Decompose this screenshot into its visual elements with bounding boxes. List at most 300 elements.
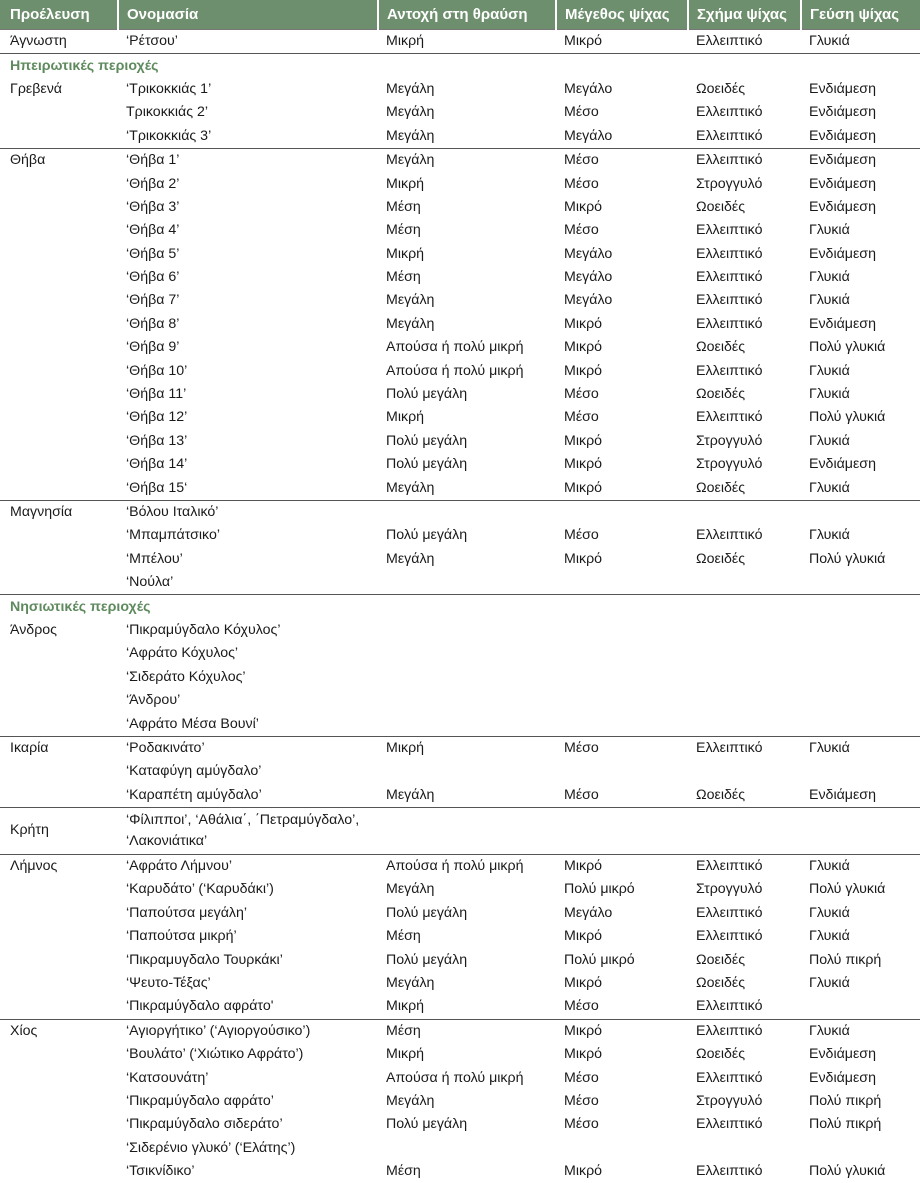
cell-kernel-taste: Γλυκιά [801, 266, 920, 289]
cell-kernel-shape: Ελλειπτικό [688, 854, 801, 878]
cell-origin [0, 760, 118, 783]
cell-origin [0, 476, 118, 500]
table-row [0, 902, 920, 925]
cell-kernel-shape: Στρογγυλό [688, 430, 801, 453]
cell-origin [0, 642, 118, 665]
cell-kernel-taste: Γλυκιά [801, 925, 920, 948]
cell-name: ‘Βόλου Ιταλικό’ [118, 500, 378, 524]
cell-name: ‘Φίλιπποι’, ‘Αθάλια΄, ΄Πετραμύγδαλο’, ‘Λακονιάτικα’ [118, 807, 378, 854]
cell-kernel-size: Μέσο [556, 172, 688, 195]
cell-kernel-shape [688, 642, 801, 665]
cell-origin: Μαγνησία [0, 500, 118, 524]
cell-kernel-shape: Ωοειδές [688, 196, 801, 219]
table-row [0, 1066, 920, 1089]
cell-kernel-shape: Ελλειπτικό [688, 313, 801, 336]
cell-kernel-taste: Ενδιάμεση [801, 1043, 920, 1066]
cell-origin [0, 359, 118, 382]
cell-kernel-size: Μεγάλο [556, 289, 688, 312]
cell-kernel-taste: Ενδιάμεση [801, 125, 920, 149]
cell-name: ‘Βουλάτο’ (‘Χιώτικο Αφράτο’) [118, 1043, 378, 1066]
cell-shell-strength: Μεγάλη [378, 476, 556, 500]
cell-kernel-shape: Ελλειπτικό [688, 406, 801, 429]
cell-origin [0, 784, 118, 808]
table-row [0, 1043, 920, 1066]
cell-origin [0, 878, 118, 901]
cell-name: ‘Θήβα 9’ [118, 336, 378, 359]
cell-origin [0, 689, 118, 712]
cell-name: ‘Θήβα 6’ [118, 266, 378, 289]
cell-origin: Χίος [0, 1019, 118, 1043]
table-row [0, 196, 920, 219]
cell-name: ‘Θήβα 11’ [118, 383, 378, 406]
cell-kernel-shape: Ωοειδές [688, 383, 801, 406]
cell-kernel-taste: Ενδιάμεση [801, 1066, 920, 1089]
cell-kernel-size: Μέσο [556, 524, 688, 547]
cell-origin [0, 289, 118, 312]
cell-name: ‘Πικραμυγδαλο Τουρκάκι’ [118, 948, 378, 971]
cell-origin: Άγνωστη [0, 30, 118, 54]
table-row [0, 1137, 920, 1160]
cell-kernel-size: Μέσο [556, 736, 688, 760]
cell-kernel-taste: Πολύ γλυκιά [801, 336, 920, 359]
cell-name: Τρικοκκιάς 2’ [118, 101, 378, 124]
cell-kernel-shape [688, 689, 801, 712]
cell-kernel-size: Μέσο [556, 219, 688, 242]
cell-shell-strength: Μεγάλη [378, 972, 556, 995]
cell-shell-strength: Πολύ μεγάλη [378, 453, 556, 476]
cell-kernel-shape [688, 500, 801, 524]
cell-kernel-shape: Ελλειπτικό [688, 1113, 801, 1136]
cell-kernel-shape [688, 619, 801, 642]
cell-shell-strength [378, 1137, 556, 1160]
cell-kernel-size: Μικρό [556, 336, 688, 359]
cell-kernel-taste [801, 689, 920, 712]
table-row [0, 430, 920, 453]
cell-kernel-shape: Ωοειδές [688, 78, 801, 101]
cell-name: ‘Άνδρου’ [118, 689, 378, 712]
cell-name: ‘Θήβα 5’ [118, 243, 378, 266]
cell-kernel-size [556, 807, 688, 854]
cell-shell-strength: Πολύ μεγάλη [378, 1113, 556, 1136]
header-name: Ονομασία [118, 0, 378, 30]
table-row [0, 712, 920, 736]
cell-kernel-size: Μεγάλο [556, 902, 688, 925]
cell-kernel-shape: Ελλειπτικό [688, 902, 801, 925]
cell-shell-strength [378, 712, 556, 736]
cell-name: ‘Αγιοργήτικο’ (‘Αγιοργούσικο’) [118, 1019, 378, 1043]
table-row [0, 760, 920, 783]
table-row [0, 336, 920, 359]
table-row [0, 619, 920, 642]
cell-kernel-taste: Γλυκιά [801, 854, 920, 878]
cell-kernel-size: Μεγάλο [556, 78, 688, 101]
cell-kernel-taste: Γλυκιά [801, 736, 920, 760]
cell-kernel-shape: Ελλειπτικό [688, 1066, 801, 1089]
cell-kernel-size: Μικρό [556, 548, 688, 571]
cell-kernel-size: Μέσο [556, 101, 688, 124]
table-row [0, 736, 920, 760]
table-row [0, 1113, 920, 1136]
cell-kernel-shape: Ελλειπτικό [688, 1160, 801, 1183]
cell-kernel-taste: Ενδιάμεση [801, 101, 920, 124]
cell-shell-strength: Μεγάλη [378, 78, 556, 101]
cell-shell-strength: Μικρή [378, 30, 556, 54]
cell-origin [0, 430, 118, 453]
cell-origin [0, 1090, 118, 1113]
cell-kernel-shape [688, 666, 801, 689]
cell-shell-strength: Πολύ μεγάλη [378, 902, 556, 925]
table-row [0, 172, 920, 195]
cell-shell-strength: Μεγάλη [378, 148, 556, 172]
cell-shell-strength: Μικρή [378, 1043, 556, 1066]
header-row [0, 0, 920, 30]
cell-shell-strength: Πολύ μεγάλη [378, 383, 556, 406]
cell-shell-strength [378, 571, 556, 595]
table-row [0, 406, 920, 429]
cell-kernel-taste: Γλυκιά [801, 430, 920, 453]
cell-name: ‘Σιδεράτο Κόχυλος’ [118, 666, 378, 689]
cell-shell-strength [378, 689, 556, 712]
cell-kernel-size: Μικρό [556, 1160, 688, 1183]
section-row [0, 595, 920, 619]
cell-kernel-taste: Πολύ γλυκιά [801, 548, 920, 571]
cell-name: ‘Μπέλου’ [118, 548, 378, 571]
cell-kernel-taste [801, 619, 920, 642]
section-label: Ηπειρωτικές περιοχές [0, 54, 920, 78]
cell-kernel-taste: Ενδιάμεση [801, 78, 920, 101]
cell-origin [0, 196, 118, 219]
cell-shell-strength [378, 642, 556, 665]
cell-shell-strength: Μικρή [378, 995, 556, 1019]
cell-kernel-size: Μικρό [556, 1019, 688, 1043]
cell-kernel-taste [801, 760, 920, 783]
cell-shell-strength: Μέση [378, 1019, 556, 1043]
cell-shell-strength [378, 807, 556, 854]
table-row [0, 784, 920, 808]
cell-shell-strength: Μεγάλη [378, 289, 556, 312]
cell-kernel-size: Μέσο [556, 1113, 688, 1136]
cell-origin [0, 125, 118, 149]
cell-kernel-size [556, 666, 688, 689]
cell-shell-strength [378, 500, 556, 524]
table-row [0, 666, 920, 689]
cell-kernel-taste [801, 571, 920, 595]
cell-kernel-size: Μέσο [556, 995, 688, 1019]
header-origin: Προέλευση [0, 0, 118, 30]
cell-name: ‘Θήβα 14’ [118, 453, 378, 476]
cell-name: ‘Τρικοκκιάς 3’ [118, 125, 378, 149]
cell-kernel-taste [801, 995, 920, 1019]
cell-kernel-taste: Πολύ γλυκιά [801, 406, 920, 429]
cell-kernel-shape: Στρογγυλό [688, 1090, 801, 1113]
table-row [0, 266, 920, 289]
cell-kernel-taste [801, 666, 920, 689]
cell-origin [0, 243, 118, 266]
table-row [0, 243, 920, 266]
cell-kernel-size [556, 619, 688, 642]
cell-kernel-shape: Ελλειπτικό [688, 359, 801, 382]
table-row [0, 642, 920, 665]
cell-origin [0, 902, 118, 925]
cell-shell-strength: Μέση [378, 266, 556, 289]
cell-kernel-size [556, 1137, 688, 1160]
table-row [0, 571, 920, 595]
cell-origin [0, 313, 118, 336]
cell-kernel-size [556, 689, 688, 712]
cell-kernel-taste: Γλυκιά [801, 476, 920, 500]
cell-kernel-taste [801, 642, 920, 665]
table-row [0, 1090, 920, 1113]
cell-kernel-size [556, 760, 688, 783]
cell-name: ‘Θήβα 7’ [118, 289, 378, 312]
cell-kernel-size: Μικρό [556, 972, 688, 995]
table-body [0, 30, 920, 1183]
cell-name: ‘Θήβα 12’ [118, 406, 378, 429]
cell-origin: Γρεβενά [0, 78, 118, 101]
table-row [0, 148, 920, 172]
cell-kernel-size [556, 500, 688, 524]
cell-kernel-shape: Ελλειπτικό [688, 125, 801, 149]
cell-kernel-size [556, 712, 688, 736]
cell-kernel-shape: Ωοειδές [688, 784, 801, 808]
cell-kernel-taste: Γλυκιά [801, 359, 920, 382]
table-row [0, 476, 920, 500]
cell-shell-strength: Μικρή [378, 243, 556, 266]
cell-kernel-taste: Πολύ γλυκιά [801, 878, 920, 901]
cell-kernel-size: Μέσο [556, 1090, 688, 1113]
cell-kernel-taste: Ενδιάμεση [801, 313, 920, 336]
cell-shell-strength: Μικρή [378, 736, 556, 760]
cell-kernel-taste: Γλυκιά [801, 383, 920, 406]
cell-kernel-shape: Ωοειδές [688, 1043, 801, 1066]
cell-shell-strength [378, 760, 556, 783]
cell-kernel-shape: Ελλειπτικό [688, 101, 801, 124]
cell-kernel-taste: Ενδιάμεση [801, 172, 920, 195]
cell-shell-strength: Πολύ μεγάλη [378, 524, 556, 547]
cell-kernel-taste: Γλυκιά [801, 1019, 920, 1043]
cell-kernel-shape: Ελλειπτικό [688, 524, 801, 547]
table-row [0, 101, 920, 124]
cell-origin [0, 1066, 118, 1089]
cell-kernel-shape [688, 571, 801, 595]
cell-kernel-taste: Πολύ πικρή [801, 1090, 920, 1113]
cell-kernel-shape [688, 1137, 801, 1160]
cell-kernel-shape [688, 760, 801, 783]
header-kernel-shape: Σχήμα ψίχας [688, 0, 801, 30]
cell-origin: Λήμνος [0, 854, 118, 878]
cell-kernel-size: Μικρό [556, 925, 688, 948]
cell-kernel-size [556, 571, 688, 595]
cell-kernel-taste: Ενδιάμεση [801, 784, 920, 808]
cell-kernel-taste: Γλυκιά [801, 219, 920, 242]
cell-kernel-size: Μικρό [556, 476, 688, 500]
cell-origin [0, 1137, 118, 1160]
cell-name: ‘Τσικνίδικο’ [118, 1160, 378, 1183]
cell-kernel-shape [688, 712, 801, 736]
cell-kernel-taste: Γλυκιά [801, 30, 920, 54]
cell-kernel-shape: Ελλειπτικό [688, 995, 801, 1019]
header-kernel-taste: Γεύση ψίχας [801, 0, 920, 30]
cell-shell-strength: Μέση [378, 196, 556, 219]
cell-origin: Θήβα [0, 148, 118, 172]
cell-name: ‘Πικραμύγδαλο αφράτο' [118, 995, 378, 1019]
cell-kernel-shape: Ωοειδές [688, 548, 801, 571]
cell-shell-strength: Μεγάλη [378, 125, 556, 149]
table-row [0, 854, 920, 878]
cell-name: ‘Αφράτο Λήμνου’ [118, 854, 378, 878]
cell-kernel-shape: Ελλειπτικό [688, 266, 801, 289]
cell-kernel-size: Μικρό [556, 30, 688, 54]
cell-kernel-size: Πολύ μικρό [556, 948, 688, 971]
cell-kernel-shape: Ωοειδές [688, 336, 801, 359]
cell-shell-strength: Πολύ μεγάλη [378, 430, 556, 453]
cell-origin [0, 972, 118, 995]
cell-kernel-taste: Γλυκιά [801, 902, 920, 925]
cell-name: ‘Ψευτο-Τέξας’ [118, 972, 378, 995]
cell-kernel-taste: Πολύ πικρή [801, 1113, 920, 1136]
cell-name: ‘Παπούτσα μικρή’ [118, 925, 378, 948]
table-row [0, 383, 920, 406]
cell-kernel-taste: Γλυκιά [801, 524, 920, 547]
cell-name: ‘Θήβα 4’ [118, 219, 378, 242]
cell-name: ‘Σιδερένιο γλυκό’ (‘Ελάτης’) [118, 1137, 378, 1160]
cell-origin [0, 406, 118, 429]
table-row [0, 359, 920, 382]
cell-kernel-size: Μέσο [556, 1066, 688, 1089]
cell-kernel-shape: Ωοειδές [688, 972, 801, 995]
cell-kernel-taste [801, 1137, 920, 1160]
table-row [0, 1019, 920, 1043]
cell-shell-strength: Μεγάλη [378, 1090, 556, 1113]
cell-origin [0, 383, 118, 406]
cell-kernel-size: Μικρό [556, 453, 688, 476]
cell-kernel-shape: Ελλειπτικό [688, 30, 801, 54]
cell-kernel-taste: Πολύ γλυκιά [801, 1160, 920, 1183]
cell-origin [0, 571, 118, 595]
cell-name: ‘Καρυδάτο’ (‘Καρυδάκι’) [118, 878, 378, 901]
cell-kernel-taste: Γλυκιά [801, 289, 920, 312]
cell-kernel-size: Μέσο [556, 148, 688, 172]
cell-origin [0, 453, 118, 476]
cell-name: ‘Τρικοκκιάς 1’ [118, 78, 378, 101]
cell-shell-strength [378, 619, 556, 642]
cell-shell-strength: Μεγάλη [378, 784, 556, 808]
cell-shell-strength: Μικρή [378, 172, 556, 195]
cell-shell-strength: Απούσα ή πολύ μικρή [378, 1066, 556, 1089]
cell-origin [0, 101, 118, 124]
cell-kernel-size: Μικρό [556, 196, 688, 219]
table-row [0, 807, 920, 854]
cell-kernel-shape: Ελλειπτικό [688, 243, 801, 266]
cell-name: ‘Θήβα 8’ [118, 313, 378, 336]
table-row [0, 313, 920, 336]
cell-origin: Άνδρος [0, 619, 118, 642]
cell-shell-strength: Απούσα ή πολύ μικρή [378, 359, 556, 382]
cell-origin [0, 1043, 118, 1066]
cell-kernel-size: Μικρό [556, 359, 688, 382]
cell-name: ‘Μπαμπάτσικο’ [118, 524, 378, 547]
table-row [0, 453, 920, 476]
cell-shell-strength: Μεγάλη [378, 101, 556, 124]
table-row [0, 524, 920, 547]
table-row [0, 548, 920, 571]
cell-kernel-size: Μέσο [556, 383, 688, 406]
table-row [0, 289, 920, 312]
cell-name: ‘Αφράτο Μέσα Βουνί’ [118, 712, 378, 736]
table-row [0, 1160, 920, 1183]
cell-kernel-shape [688, 807, 801, 854]
cell-kernel-shape: Ελλειπτικό [688, 148, 801, 172]
cell-origin [0, 266, 118, 289]
cell-kernel-shape: Ελλειπτικό [688, 736, 801, 760]
cell-origin [0, 336, 118, 359]
cell-kernel-shape: Ωοειδές [688, 476, 801, 500]
header-shell-strength: Αντοχή στη θραύση [378, 0, 556, 30]
cell-kernel-shape: Ελλειπτικό [688, 925, 801, 948]
cell-kernel-taste [801, 712, 920, 736]
cell-kernel-taste [801, 500, 920, 524]
cell-name: ‘Καταφύγη αμύγδαλο’ [118, 760, 378, 783]
cell-kernel-taste: Γλυκιά [801, 972, 920, 995]
cell-kernel-size: Μικρό [556, 1043, 688, 1066]
cell-kernel-shape: Ελλειπτικό [688, 289, 801, 312]
cell-kernel-shape: Στρογγυλό [688, 172, 801, 195]
cell-kernel-shape: Στρογγυλό [688, 878, 801, 901]
cell-name: ‘Νούλα’ [118, 571, 378, 595]
cell-name: ‘Θήβα 1’ [118, 148, 378, 172]
cell-name: ‘Πικραμύγδαλο σιδεράτο’ [118, 1113, 378, 1136]
table-row [0, 125, 920, 149]
header-kernel-size: Μέγεθος ψίχας [556, 0, 688, 30]
cell-shell-strength: Μεγάλη [378, 313, 556, 336]
cell-shell-strength: Μικρή [378, 406, 556, 429]
cell-name: ‘Ρέτσου’ [118, 30, 378, 54]
table-row [0, 925, 920, 948]
cell-name: ‘Θήβα 3’ [118, 196, 378, 219]
cell-kernel-taste: Ενδιάμεση [801, 453, 920, 476]
cell-origin: Κρήτη [0, 807, 118, 854]
table-row [0, 219, 920, 242]
cell-origin [0, 948, 118, 971]
cell-origin [0, 712, 118, 736]
cell-kernel-shape: Ελλειπτικό [688, 219, 801, 242]
cell-kernel-size: Μέσο [556, 784, 688, 808]
cell-kernel-size: Πολύ μικρό [556, 878, 688, 901]
cell-kernel-size [556, 642, 688, 665]
cell-name: ‘Κατσουνάτη’ [118, 1066, 378, 1089]
cell-kernel-size: Μικρό [556, 313, 688, 336]
table-row [0, 689, 920, 712]
cell-shell-strength: Μέση [378, 1160, 556, 1183]
cell-origin [0, 219, 118, 242]
cell-kernel-shape: Ωοειδές [688, 948, 801, 971]
table-row [0, 972, 920, 995]
cell-name: ‘Πικραμύγδαλο αφράτο’ [118, 1090, 378, 1113]
table-row [0, 878, 920, 901]
table-row [0, 948, 920, 971]
cell-shell-strength [378, 666, 556, 689]
cell-origin [0, 1160, 118, 1183]
cell-origin [0, 524, 118, 547]
cell-shell-strength: Πολύ μεγάλη [378, 948, 556, 971]
cell-kernel-taste: Ενδιάμεση [801, 243, 920, 266]
cell-kernel-taste: Πολύ πικρή [801, 948, 920, 971]
section-label: Νησιωτικές περιοχές [0, 595, 920, 619]
cell-origin [0, 172, 118, 195]
cell-origin: Ικαρία [0, 736, 118, 760]
cell-shell-strength: Μεγάλη [378, 548, 556, 571]
table-row [0, 30, 920, 54]
